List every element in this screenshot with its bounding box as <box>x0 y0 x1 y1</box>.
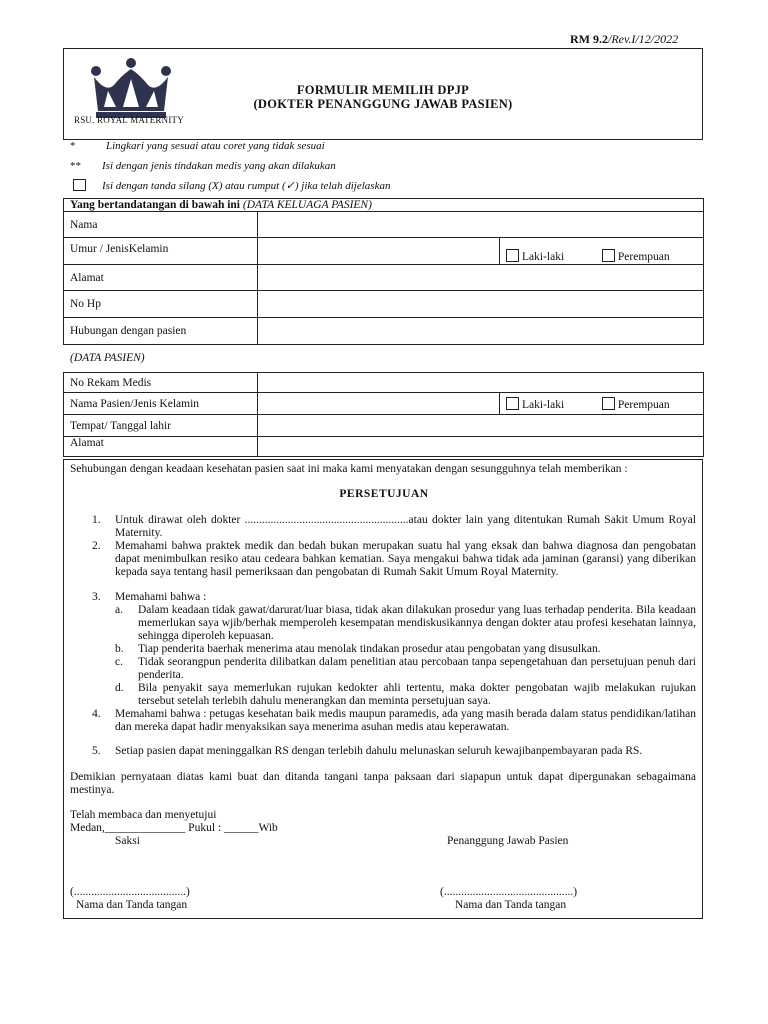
patient-mrn-field[interactable] <box>258 373 704 393</box>
family-address-field[interactable] <box>258 265 704 291</box>
patient-male-label: Laki-laki <box>522 398 565 411</box>
patient-name-field[interactable] <box>258 393 500 415</box>
patient-birth-label: Tempat/ Tanggal lahir <box>64 415 258 437</box>
consent-subitem-d: Bila penyakit saya memerlukan rujukan kedokter ahli tertentu, maka dokter pengobatan wajib melakukan rujukan tersebut setelah terlebih dahulu menerangkan dan meminta persetujuan saya. <box>138 682 696 707</box>
family-male-checkbox[interactable] <box>506 249 519 262</box>
consent-closing: Demikian pernyataan diatas kami buat dan ditanda tangani tanpa paksaan dari siapapun untuk dapat dipergunakan sebagaimana mestinya. <box>70 771 696 796</box>
family-relation-label: Hubungan dengan pasien <box>64 318 258 345</box>
patient-female-checkbox[interactable] <box>602 397 615 410</box>
family-address-label: Alamat <box>64 265 258 291</box>
document-code-revision: /Rev.I/12/2022 <box>608 32 679 46</box>
item-number: 5. <box>92 745 101 757</box>
responsible-signature-line[interactable]: (.............................................) <box>440 886 578 898</box>
patient-female-label: Perempuan <box>617 398 670 411</box>
note-fill-action <box>70 160 336 172</box>
witness-signature-line[interactable]: (.......................................) <box>70 886 190 898</box>
document-code-number: RM 9.2 <box>570 32 608 46</box>
family-relation-field[interactable] <box>258 318 704 345</box>
item-number: 4. <box>92 708 101 720</box>
consent-item-4: Memahami bahwa : petugas kesehatan baik medis maupun paramedis, ada yang masih berada dalam status pendidikan/latihan dan mereka dapat hadir menyaksikan saya menerima asuhan medis atau keperawatan. <box>115 708 696 733</box>
note-circle <box>70 140 325 152</box>
family-data-heading: Yang bertandatangan di bawah ini (DATA KELUAGA PASIEN) <box>64 199 704 212</box>
consent-intro: Sehubungan dengan keadaan kesehatan pasien saat ini maka kami menyatakan dengan sesungguhnya telah memberikan : <box>70 463 628 475</box>
header-box <box>63 48 703 140</box>
consent-item-2: Memahami bahwa praktek medik dan bedah bukan merupakan suatu hal yang eksak dan bahwa diagnosa dan pengobatan dapat menimbulkan resiko atau cedeara bahkan kematian. Saya mengakui bahwa tidak ada jaminan (garansi) yang diberikan kepada saya tentang hasil pemeriksaan dan pengobatan di Rumah Sakit Umum Royal Maternity. <box>115 540 696 578</box>
note-text: Lingkari yang sesuai atau coret yang tidak sesuai <box>106 140 325 152</box>
consent-subitem-c: Tidak seorangpun penderita dilibatkan dalam penelitian atau percobaan tanpa sepengetahuan dan persetujuan penuh dari penderita. <box>138 656 696 681</box>
witness-label: Saksi <box>115 835 140 847</box>
note-text: Isi dengan tanda silang (X) atau rumput (✓) jika telah dijelaskan <box>102 180 391 192</box>
consent-item-3: Memahami bahwa : <box>115 591 207 603</box>
responsible-label: Penanggung Jawab Pasien <box>447 835 569 847</box>
family-name-field[interactable] <box>258 212 704 238</box>
consent-title: PERSETUJUAN <box>339 488 429 500</box>
note-symbol: * <box>70 140 76 152</box>
patient-gender-options <box>500 393 704 415</box>
consent-subitem-a: Dalam keadaan tidak gawat/darurat/luar biasa, tidak akan dilakukan prosedur yang luas terhadap penderita. Bila keadaan memerlukan saya wjib/berhak memperoleh kesempatan mendiskusikannya dengan dokter atau profesi kesehatan lainnya, sehingga diperoleh kepuasan. <box>138 604 696 642</box>
subitem-letter: c. <box>115 656 123 668</box>
family-name-label: Nama <box>64 212 258 238</box>
item-number: 3. <box>92 591 101 603</box>
consent-item-1: Untuk dirawat oleh dokter .........................................................atau dokter lain yang ditentukan Rumah Sakit Umum Royal Maternity. <box>115 514 696 539</box>
family-phone-field[interactable] <box>258 291 704 318</box>
patient-address-label: Alamat <box>64 437 258 457</box>
item-number: 2. <box>92 540 101 552</box>
family-age-field[interactable] <box>258 238 500 265</box>
family-age-gender-label: Umur / JenisKelamin <box>64 238 258 265</box>
consent-item-5: Setiap pasien dapat meninggalkan RS dengan terlebih dahulu melunaskan seluruh kewajibanpembayaran pada RS. <box>115 745 643 757</box>
subitem-letter: b. <box>115 643 124 655</box>
consent-subitem-b: Tiap penderita baerhak menerima atau menolak tindakan prosedur atau pengobatan yang disusulkan. <box>138 643 601 655</box>
patient-mrn-label: No Rekam Medis <box>64 373 258 393</box>
form-subtitle: (DOKTER PENANGGUNG JAWAB PASIEN) <box>253 97 513 111</box>
family-data-table <box>63 198 704 345</box>
note-text: Isi dengan jenis tindakan medis yang akan dilakukan <box>102 160 336 172</box>
family-female-label: Perempuan <box>617 251 670 263</box>
family-gender-options <box>500 238 704 265</box>
note-symbol: ** <box>70 160 81 172</box>
patient-data-heading: (DATA PASIEN) <box>70 352 145 364</box>
note-checkbox <box>70 179 391 192</box>
family-female-checkbox[interactable] <box>602 249 615 262</box>
subitem-letter: a. <box>115 604 123 616</box>
checkbox-icon <box>73 179 86 191</box>
patient-data-table <box>63 372 704 457</box>
patient-address-field[interactable] <box>258 437 704 457</box>
patient-male-checkbox[interactable] <box>506 397 519 410</box>
item-number: 1. <box>92 514 101 526</box>
form-title: FORMULIR MEMILIH DPJP <box>296 83 470 97</box>
logo-text: RSU. ROYAL MATERNITY <box>74 115 184 125</box>
patient-birth-field[interactable] <box>258 415 704 437</box>
patient-name-gender-label: Nama Pasien/Jenis Kelamin <box>64 393 258 415</box>
read-agree-text: Telah membaca dan menyetujui <box>70 809 217 821</box>
family-male-label: Laki-laki <box>522 251 565 263</box>
witness-signature-caption: Nama dan Tanda tangan <box>76 899 188 911</box>
responsible-signature-caption: Nama dan Tanda tangan <box>455 899 567 911</box>
family-phone-label: No Hp <box>64 291 258 318</box>
place-time-field[interactable]: Medan,______________ Pukul : ______Wib <box>70 822 278 834</box>
subitem-letter: d. <box>115 682 124 694</box>
document-code <box>570 32 678 47</box>
